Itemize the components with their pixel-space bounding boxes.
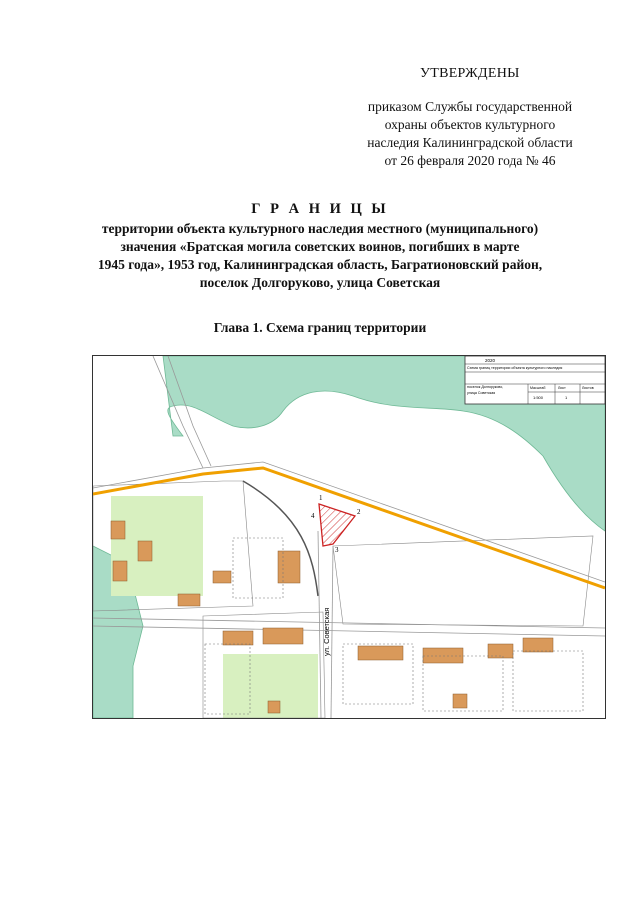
stamp-caption: Схема границ территории объекта культурного наследия xyxy=(467,366,563,370)
stamp-address: поселок Долгоруково, xyxy=(467,385,504,389)
boundary-point-label: 1 xyxy=(319,494,323,502)
boundary-point-label: 2 xyxy=(357,508,361,516)
order-line: приказом Службы государственной xyxy=(367,99,573,114)
stamp-scale: 1:500 xyxy=(533,395,544,400)
title-spaced-word: Г Р А Н И Ц Ы xyxy=(251,201,389,217)
order-reference xyxy=(330,98,610,170)
road-edge xyxy=(318,531,321,718)
title-line: 1945 года», 1953 год, Калининградская область, Багратионовский район, xyxy=(97,257,543,272)
title-line: поселок Долгоруково, улица Советская xyxy=(199,275,441,290)
boundary-map xyxy=(92,355,606,719)
road-edge xyxy=(331,546,333,718)
chapter-heading: Глава 1. Схема границ территории xyxy=(213,320,427,335)
boundary-point-label: 4 xyxy=(311,512,315,520)
stamp-sheet: 1 xyxy=(565,395,568,400)
boundary-point-label: 3 xyxy=(335,546,339,554)
stamp-sheets-header: Листов xyxy=(582,386,594,390)
road-edge xyxy=(93,626,605,636)
road-edge xyxy=(93,618,605,628)
order-line: охраны объектов культурного xyxy=(384,117,556,132)
stamp-sheet-header: Лист xyxy=(558,386,566,390)
document-title xyxy=(60,200,580,292)
order-line: от 26 февраля 2020 года № 46 xyxy=(384,153,556,168)
street-label: ул. Советская xyxy=(322,607,331,656)
order-line: наследия Калининградской области xyxy=(367,135,573,150)
stamp-scale-header: Масштаб xyxy=(530,386,546,390)
stamp-address: улица Советская xyxy=(467,391,496,395)
stamp-year: 2020 xyxy=(485,358,496,363)
approved-heading: УТВЕРЖДЕНЫ xyxy=(420,66,520,81)
title-stamp xyxy=(465,356,605,404)
title-line: территории объекта культурного наследия местного (муниципального) xyxy=(101,221,539,236)
territory-boundary xyxy=(319,504,355,546)
title-line: значения «Братская могила советских воинов, погибших в марте xyxy=(120,239,520,254)
